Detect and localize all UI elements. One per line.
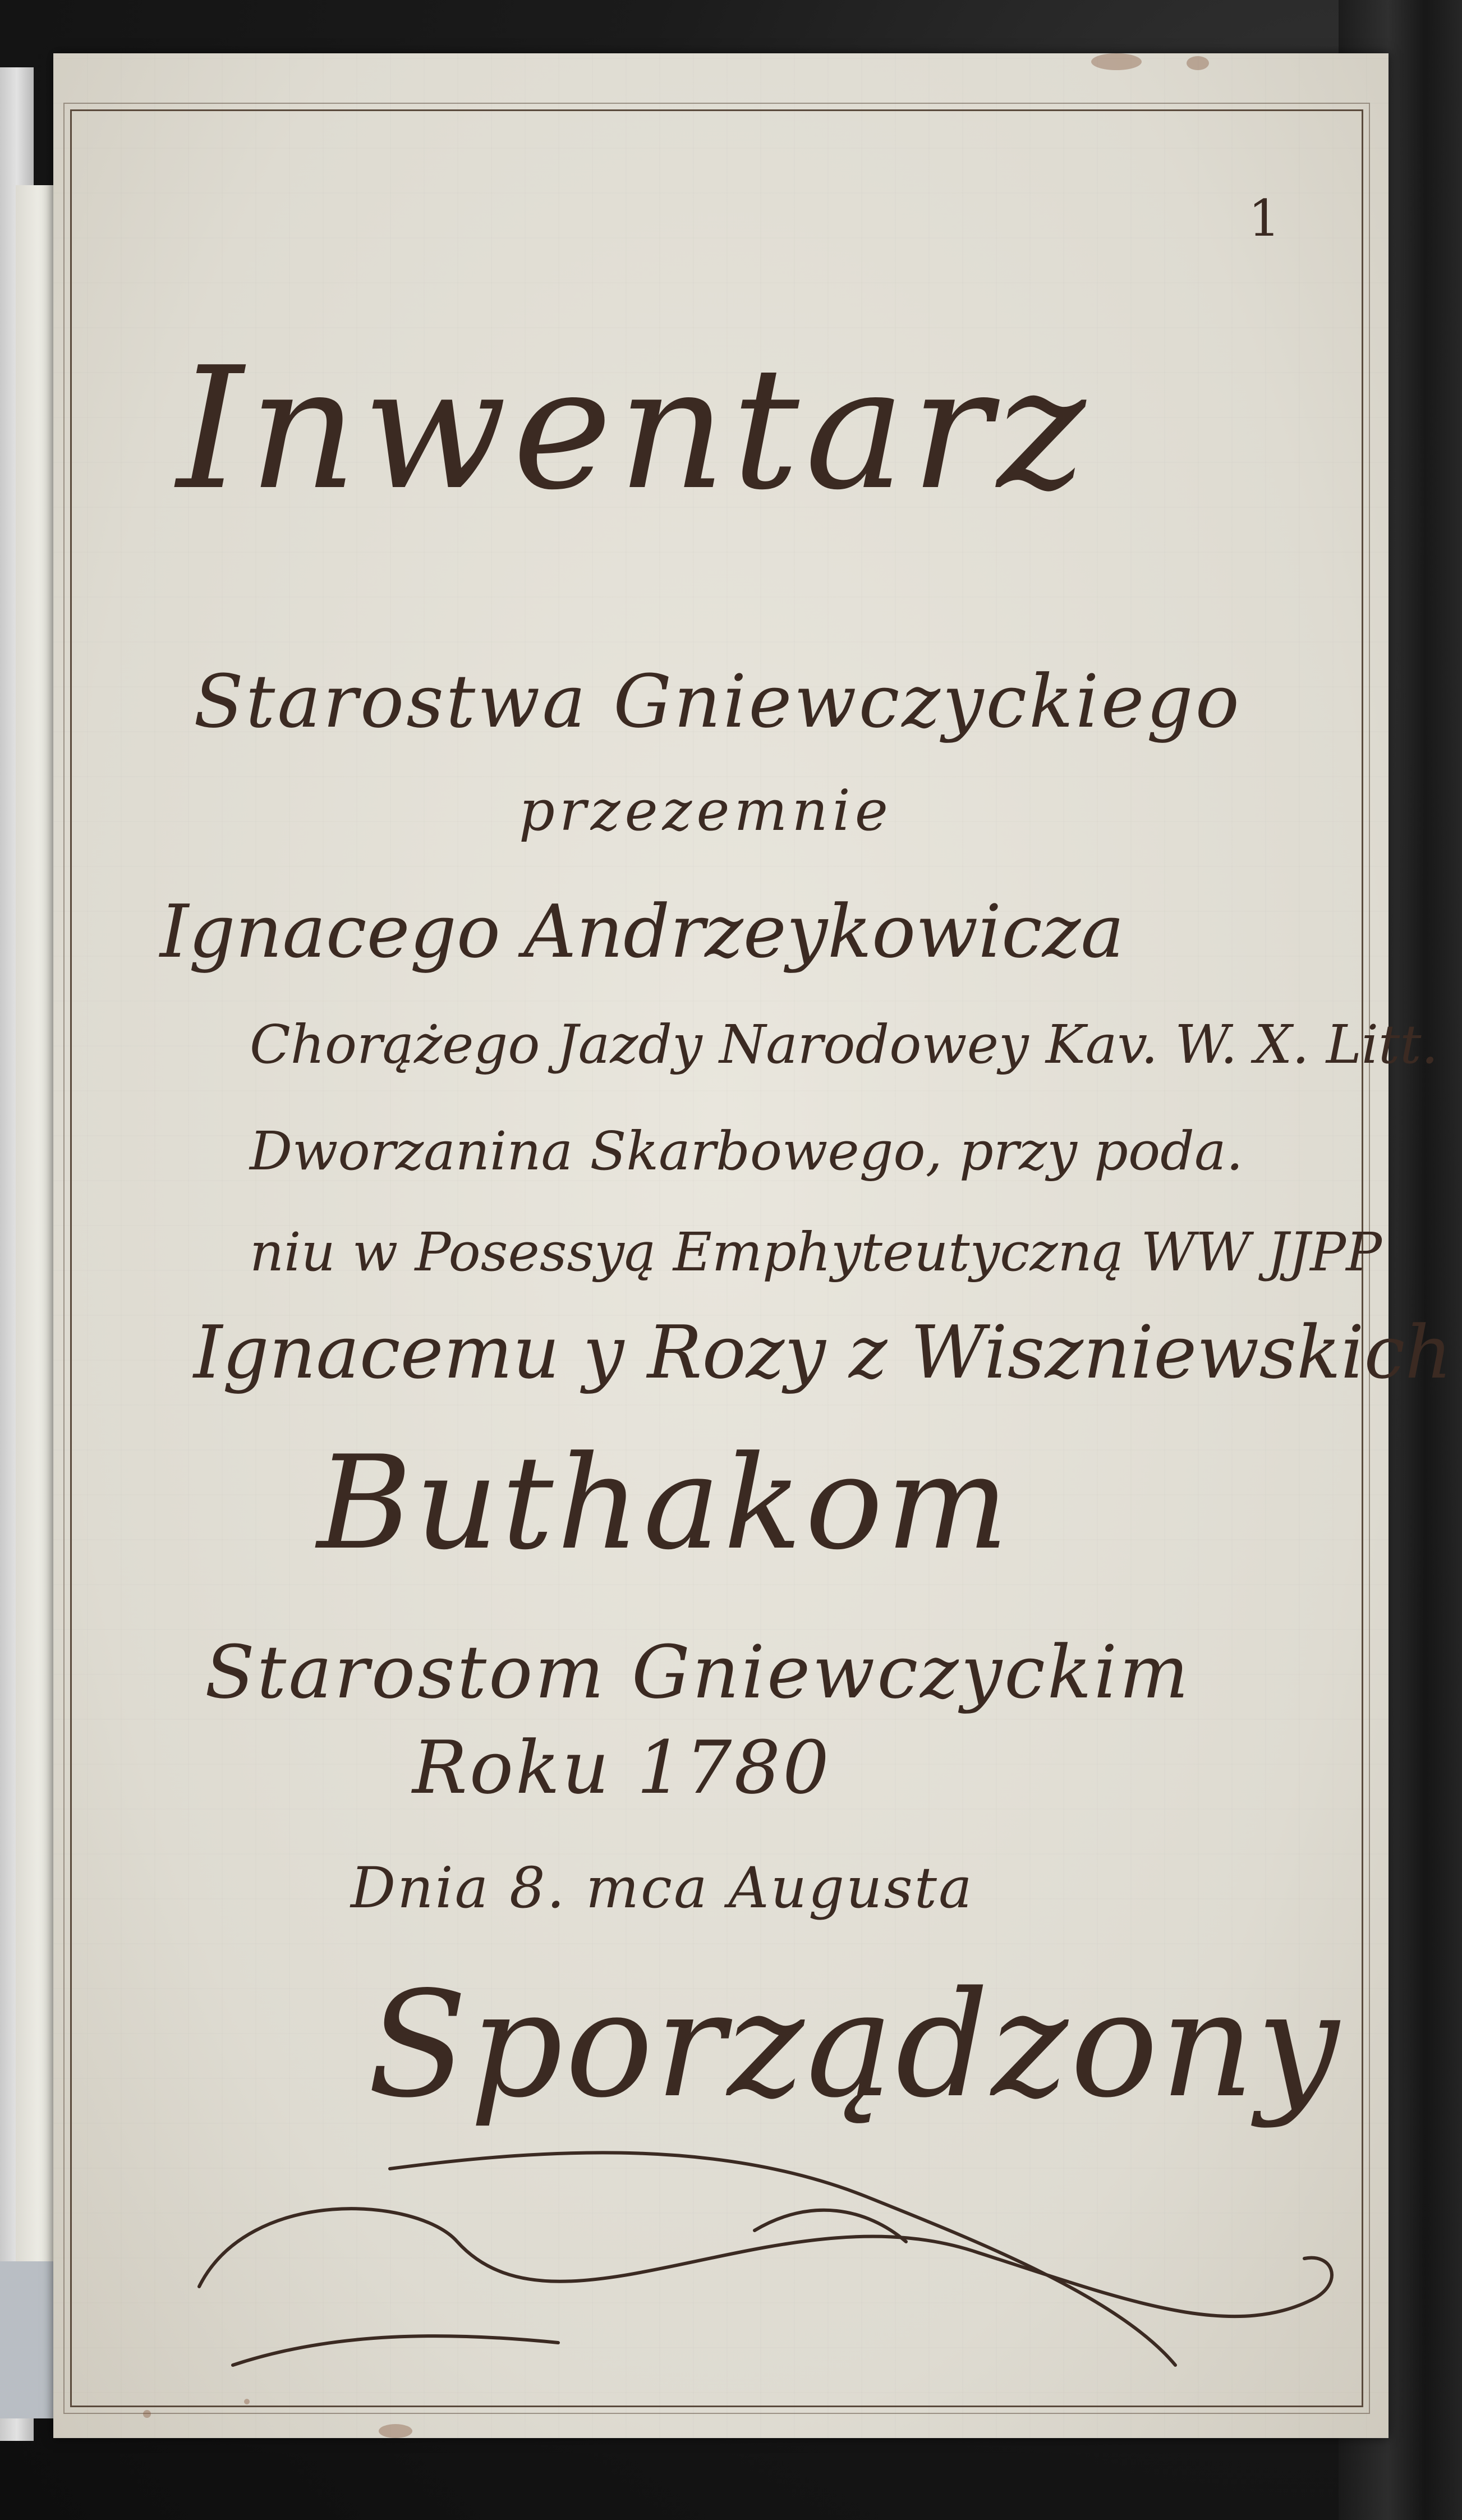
text-line-starostwa: Starostwa Gniewczyckiego (194, 659, 1242, 744)
binding-tape (0, 2261, 53, 2418)
text-line-sporzadzony: Sporządzony (367, 1961, 1341, 2130)
text-line-buthakom: Buthakom (317, 1429, 1012, 1578)
text-line-ignacemu: Ignacemu y Rozy z Wiszniewskich (194, 1310, 1452, 1395)
text-line-chorazego: Chorążego Jazdy Narodowey Kav. W. X. Litt. (250, 1014, 1438, 1076)
damage-stain (379, 2424, 412, 2438)
text-line-przez: przezemnie (519, 778, 893, 843)
page-number: 1 (1248, 189, 1281, 248)
text-line-ignacego: Ignacego Andrzeykowicza (160, 889, 1124, 974)
manuscript-page (53, 53, 1452, 2438)
text-line-posessya: niu w Posessyą Emphyteutyczną WW JJPP (250, 1222, 1382, 1283)
text-line-roku: Roku 1780 (412, 1725, 831, 1810)
text-line-starostom: Starostom Gniewczyckim (205, 1629, 1191, 1715)
document-title: Inwentarz (177, 331, 1092, 527)
text-line-dnia: Dnia 8. mca Augusta (351, 1855, 974, 1921)
text-line-dworzanina: Dworzanina Skarbowego, przy poda. (250, 1121, 1243, 1182)
damage-stain (1187, 56, 1209, 70)
damage-stain (143, 2410, 151, 2418)
calligraphic-flourish (165, 1905, 1400, 2410)
damage-stain (1091, 53, 1142, 70)
